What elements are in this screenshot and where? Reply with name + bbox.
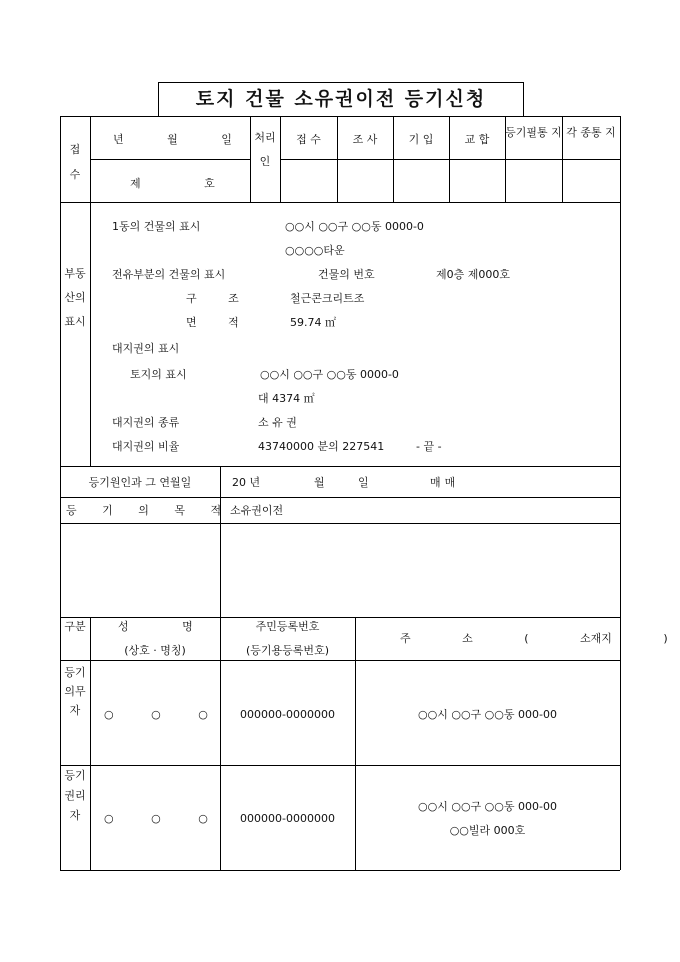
receipt-col-entry: 기 입 xyxy=(408,133,434,146)
receipt-label-2: 수 xyxy=(69,168,81,181)
obligee-address-line2: ○○빌라 000호 xyxy=(449,824,526,837)
label-column-divider xyxy=(220,466,221,870)
section-line xyxy=(60,617,620,618)
area-label: 면 적 xyxy=(186,316,239,329)
land-label: 토지의 표시 xyxy=(130,368,187,381)
table-left-border xyxy=(60,116,61,870)
end-mark: - 끝 - xyxy=(416,440,442,453)
purpose-value: 소유권이전 xyxy=(230,504,284,517)
unit-number-label: 건물의 번호 xyxy=(318,268,375,281)
cause-label: 등기원인과 그 연월일 xyxy=(88,476,192,489)
right-ratio-label: 대지권의 비율 xyxy=(112,440,180,453)
land-area: 대 4374 ㎡ xyxy=(258,392,315,405)
land-right-label: 대지권의 표시 xyxy=(112,342,180,355)
obligee-id: 000000-0000000 xyxy=(240,812,335,825)
building-label: 1동의 건물의 표시 xyxy=(112,220,201,233)
section-line xyxy=(60,765,620,766)
receipt-row-line xyxy=(90,159,250,160)
table-top-border xyxy=(60,116,620,117)
property-section-label: 부동산의표시 xyxy=(64,267,86,328)
cause-day: 일 xyxy=(358,476,369,489)
unit-number: 제0층 제000호 xyxy=(436,268,510,281)
section-line xyxy=(60,202,620,203)
building-address: ○○시 ○○구 ○○동 0000-0 xyxy=(285,220,424,233)
cause-value: 매매 xyxy=(430,476,460,489)
right-ratio-value: 43740000 분의 227541 xyxy=(258,440,385,453)
cause-year: 20 년 xyxy=(232,476,261,489)
parties-address-label: 주 소 ( 소재지 ) xyxy=(400,632,668,645)
obligor-name: ○ ○ ○ xyxy=(104,708,208,721)
parties-category-label: 구분 xyxy=(64,620,86,633)
receipt-col-inspect: 조 사 xyxy=(352,133,378,146)
obligee-label: 등기권리자 xyxy=(64,769,86,822)
parties-name-sub: (상호 · 명칭) xyxy=(124,644,186,657)
unit-label: 전유부분의 건물의 표시 xyxy=(112,268,226,281)
right-type-label: 대지권의 종류 xyxy=(112,416,180,429)
section-line xyxy=(60,660,620,661)
receipt-col-notices: 각 종통 지 xyxy=(566,126,616,139)
structure-value: 철근콘크리트조 xyxy=(290,292,365,305)
structure-label: 구 조 xyxy=(186,292,239,305)
parties-name-label: 성 명 xyxy=(118,620,193,633)
parties-id-label: 주민등록번호 xyxy=(255,620,320,633)
parties-id-sub: (등기용등록번호) xyxy=(246,644,329,657)
receipt-col-verify: 교 합 xyxy=(464,133,490,146)
purpose-label: 등 기 의 목 적 xyxy=(66,504,222,517)
cause-month: 월 xyxy=(314,476,325,489)
obligor-id: 000000-0000000 xyxy=(240,708,335,721)
section-line xyxy=(60,466,620,467)
section-line xyxy=(60,497,620,498)
receipt-date-label: 년 월 일 xyxy=(113,133,232,146)
receipt-row-line xyxy=(280,159,620,160)
processing-label: 처리인 xyxy=(254,131,276,168)
section-line xyxy=(60,523,620,524)
receipt-label-1: 접 xyxy=(69,143,81,156)
land-address: ○○시 ○○구 ○○동 0000-0 xyxy=(260,368,399,381)
page-title: 토지 건물 소유권이전 등기신청 xyxy=(195,88,487,110)
obligor-address: ○○시 ○○구 ○○동 000-00 xyxy=(418,708,557,721)
table-right-border xyxy=(620,116,621,870)
receipt-col-completion-notice: 등기필통 지 xyxy=(505,126,562,139)
receipt-col-receipt: 접 수 xyxy=(296,133,321,146)
obligor-label: 등기의무자 xyxy=(64,666,86,717)
area-value: 59.74 ㎡ xyxy=(290,316,336,329)
receipt-number-label: 제 호 xyxy=(130,177,215,190)
building-name: ○○○○타운 xyxy=(285,244,345,257)
obligee-address: ○○시 ○○구 ○○동 000-00 xyxy=(418,800,557,813)
right-type-value: 소 유 권 xyxy=(258,416,297,429)
property-divider xyxy=(90,202,91,466)
obligee-name: ○ ○ ○ xyxy=(104,812,208,825)
table-bottom-border xyxy=(60,870,620,871)
